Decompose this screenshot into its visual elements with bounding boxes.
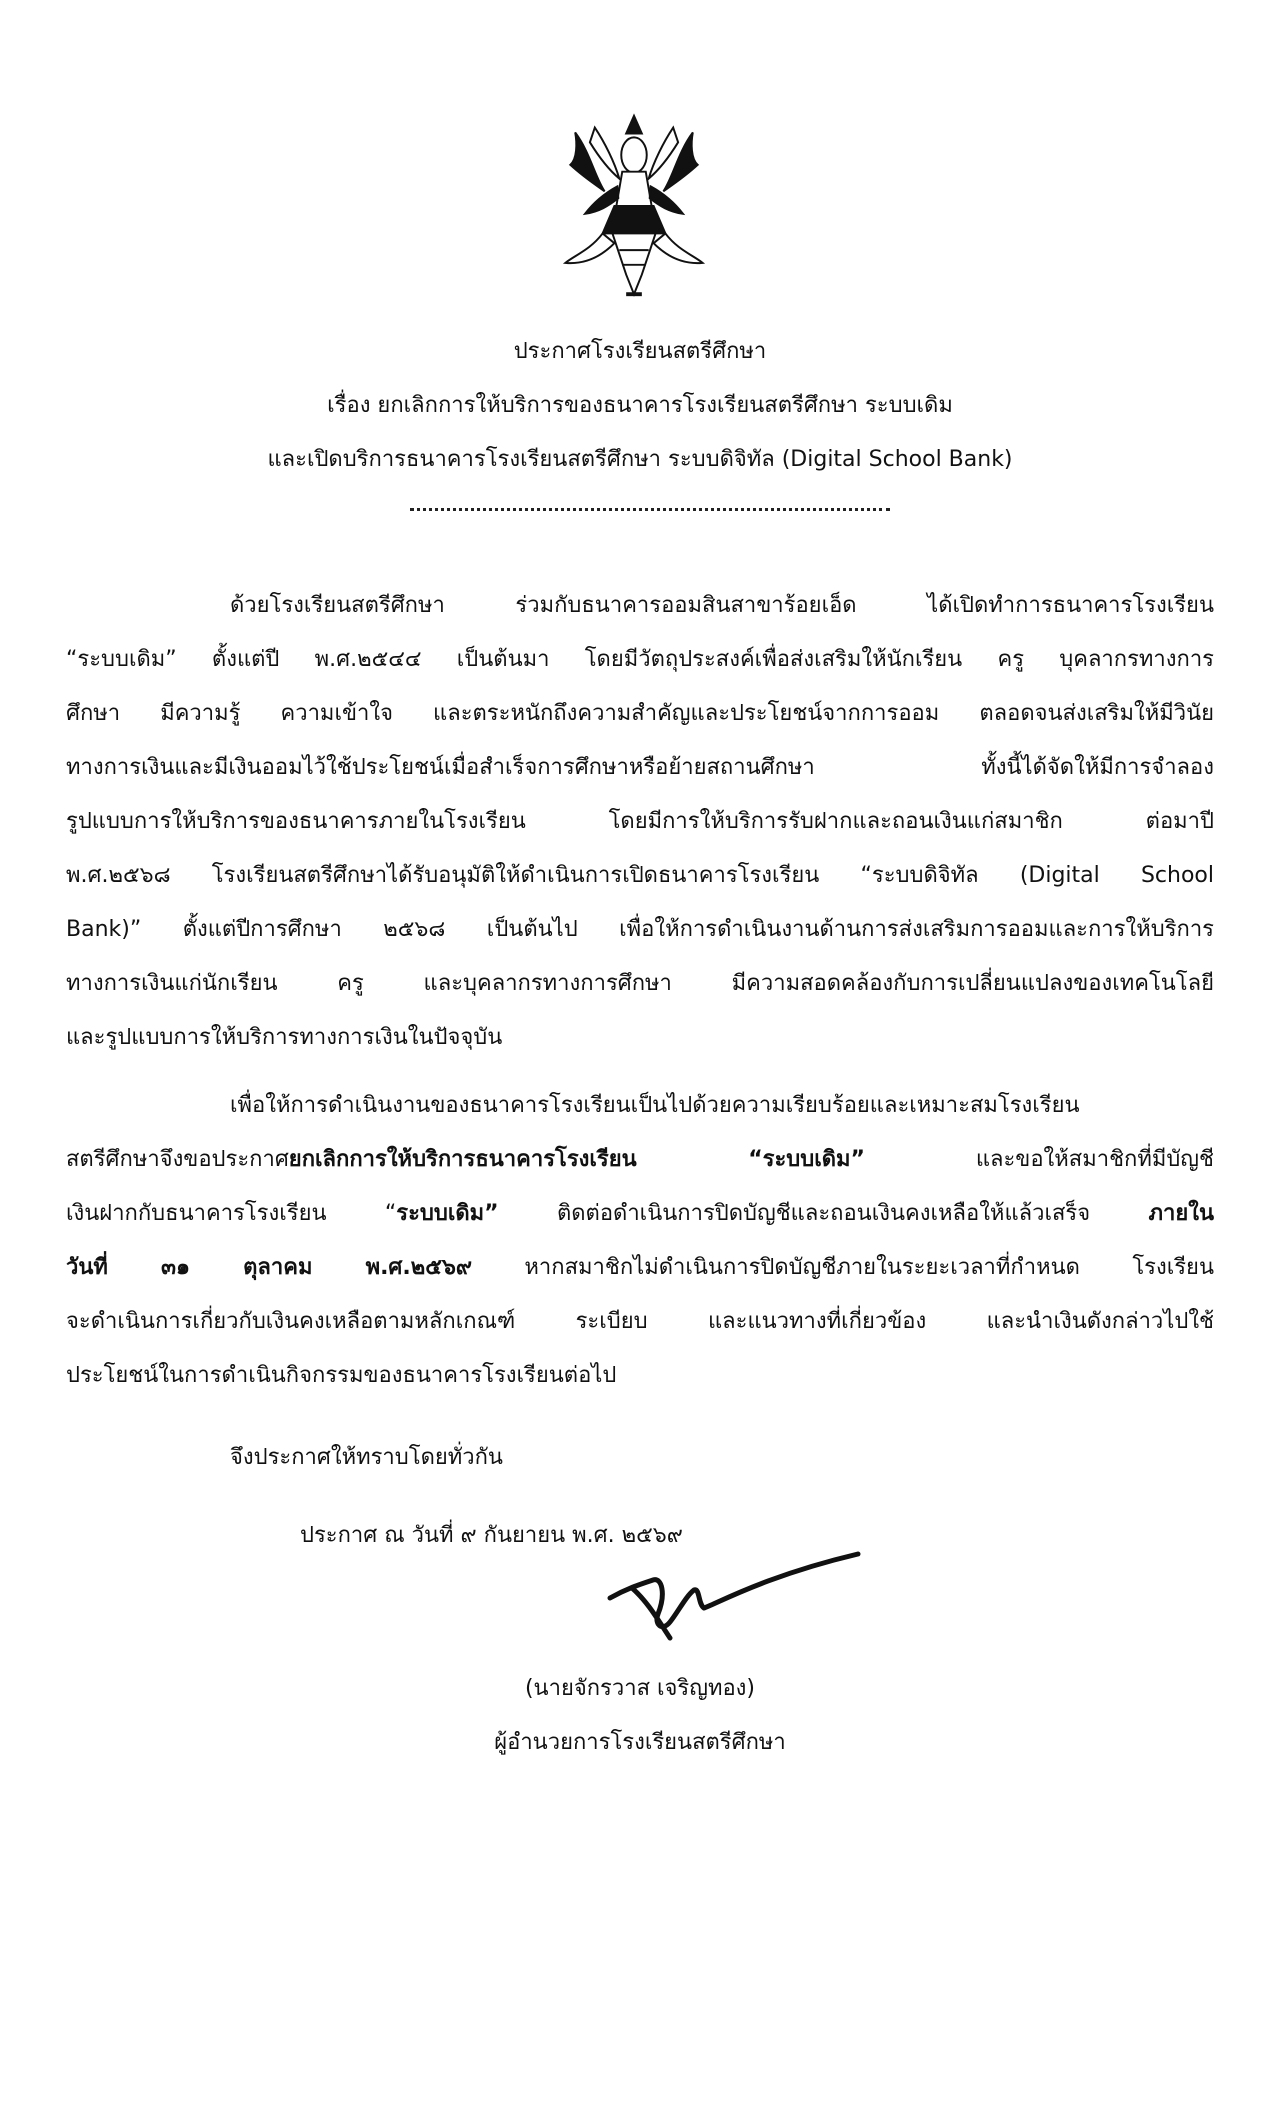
paragraph-2-line-6: ประโยชน์ในการดำเนินกิจกรรมของธนาคารโรงเรียนต่อไป — [66, 1363, 617, 1388]
paragraph-2-line-5: จะดำเนินการเกี่ยวกับเงินคงเหลือตามหลักเกณฑ์ ระเบียบ และแนวทางที่เกี่ยวข้อง และนำเงินดังกล่าวไปใช้ — [66, 1309, 1214, 1334]
paragraph-1-line-3: ศึกษา มีความรู้ ความเข้าใจ และตระหนักถึงความสำคัญและประโยชน์จากการออม ตลอดจนส่งเสริมให้มีวินัย — [66, 701, 1214, 726]
paragraph-2-line-3-bold: ระบบเดิม” — [396, 1201, 499, 1226]
paragraph-2-line-2-end: และขอให้สมาชิกที่มีบัญชี — [864, 1147, 1214, 1172]
document-subject-line-1: เรื่อง ยกเลิกการให้บริการของธนาคารโรงเรียนสตรีศึกษา ระบบเดิม — [327, 393, 953, 418]
signature-icon — [600, 1534, 880, 1674]
paragraph-2-line-1: เพื่อให้การดำเนินงานของธนาคารโรงเรียนเป็นไปด้วยความเรียบร้อยและเหมาะสมโรงเรียน — [230, 1093, 1080, 1118]
dotted-divider — [410, 508, 890, 511]
paragraph-2-line-3 — [66, 1199, 1214, 1229]
paragraph-1-line-6: พ.ศ.๒๕๖๘ โรงเรียนสตรีศึกษาได้รับอนุมัติให้ดำเนินการเปิดธนาคารโรงเรียน “ระบบดิจิทัล (Digital School — [66, 863, 1214, 888]
paragraph-2-line-2-bold: ยกเลิกการให้บริการธนาคารโรงเรียน “ระบบเดิม” — [288, 1147, 865, 1172]
paragraph-2-line-3-mid: ติดต่อดำเนินการปิดบัญชีและถอนเงินคงเหลือให้แล้วเสร็จ — [498, 1201, 1149, 1226]
garuda-emblem-icon — [536, 108, 732, 304]
paragraph-2-line-2 — [66, 1145, 1214, 1175]
paragraph-1-line-7: Bank)” ตั้งแต่ปีการศึกษา ๒๕๖๘ เป็นต้นไป เพื่อให้การดำเนินงานด้านการส่งเสริมการออมและการให้บริการ — [66, 917, 1214, 942]
paragraph-1-line-1: ด้วยโรงเรียนสตรีศึกษา ร่วมกับธนาคารออมสินสาขาร้อยเอ็ด ได้เปิดทำการธนาคารโรงเรียน — [230, 593, 1214, 618]
paragraph-1-line-4: ทางการเงินและมีเงินออมไว้ใช้ประโยชน์เมื่อสำเร็จการศึกษาหรือย้ายสถานศึกษา ทั้งนี้ได้จัดให้มีการจำลอง — [66, 755, 1214, 780]
closing-statement: จึงประกาศให้ทราบโดยทั่วกัน — [230, 1445, 503, 1470]
paragraph-2-line-2-start: สตรีศึกษาจึงขอประกาศ — [66, 1147, 289, 1172]
paragraph-2-line-4 — [66, 1253, 1214, 1283]
paragraph-1-line-9: และรูปแบบการให้บริการทางการเงินในปัจจุบัน — [66, 1025, 503, 1050]
paragraph-1-line-8: ทางการเงินแก่นักเรียน ครู และบุคลากรทางการศึกษา มีความสอดคล้องกับการเปลี่ยนแปลงของเทคโนโลยี — [66, 971, 1214, 996]
announcement-date: ประกาศ ณ วันที่ ๙ กันยายน พ.ศ. ๒๕๖๙ — [300, 1523, 683, 1548]
signatory-name: (นายจักรวาส เจริญทอง) — [524, 1676, 756, 1701]
paragraph-2-line-4-bold: วันที่ ๓๑ ตุลาคม พ.ศ.๒๕๖๙ — [66, 1255, 472, 1280]
paragraph-2-line-3-start: เงินฝากกับธนาคารโรงเรียน “ — [66, 1201, 397, 1226]
paragraph-1-line-2: “ระบบเดิม” ตั้งแต่ปี พ.ศ.๒๕๔๔ เป็นต้นมา โดยมีวัตถุประสงค์เพื่อส่งเสริมให้นักเรียน ครู บุคลากรทางการ — [66, 647, 1214, 672]
document-subject-line-2: และเปิดบริการธนาคารโรงเรียนสตรีศึกษา ระบบดิจิทัล (Digital School Bank) — [267, 447, 1013, 472]
paragraph-2-line-3-bold-2: ภายใน — [1148, 1201, 1215, 1226]
paragraph-1-line-5: รูปแบบการให้บริการของธนาคารภายในโรงเรียน โดยมีการให้บริการรับฝากและถอนเงินแก่สมาชิก ต่อมาปี — [66, 809, 1214, 834]
signatory-position: ผู้อำนวยการโรงเรียนสตรีศึกษา — [494, 1730, 786, 1755]
document-title: ประกาศโรงเรียนสตรีศึกษา — [513, 339, 767, 364]
paragraph-2-line-4-end: หากสมาชิกไม่ดำเนินการปิดบัญชีภายในระยะเวลาที่กำหนด โรงเรียน — [471, 1255, 1214, 1280]
